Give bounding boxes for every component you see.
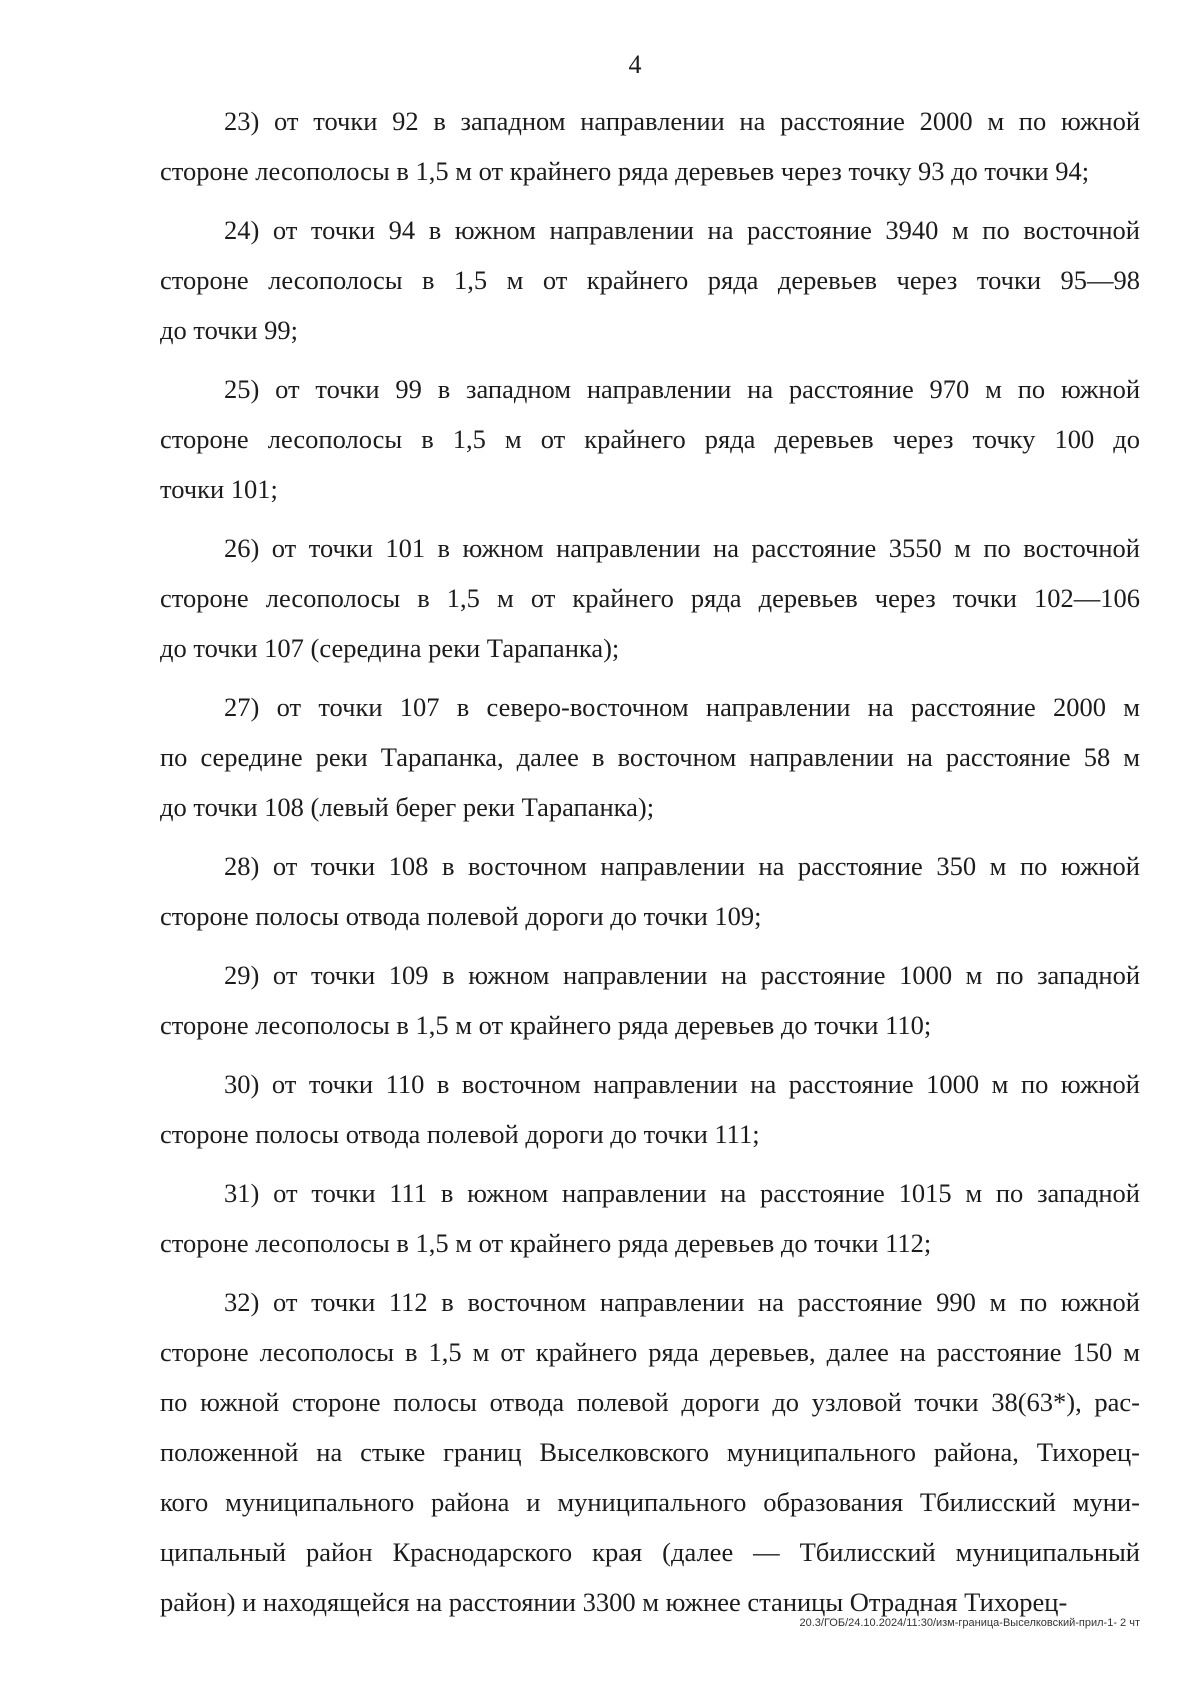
text-line: стороне лесополосы в 1,5 м от крайнего ряда деревьев через точки 102—106	[160, 583, 1140, 613]
text-line: 26) от точки 101 в южном направлении на расстояние 3550 м по восточной	[224, 533, 1140, 563]
text-line: район) и находящейся на расстоянии 3300 м южнее станицы Отрадная Тихорец-	[160, 1587, 1068, 1617]
paragraph-item	[160, 1168, 1140, 1268]
text-line: стороне лесополосы в 1,5 м от крайнего ряда деревьев через точку 93 до точки 94;	[160, 156, 1090, 186]
paragraph-item	[160, 364, 1140, 514]
text-line: по южной стороне полосы отвода полевой дороги до узловой точки 38(63*), рас-	[160, 1387, 1140, 1417]
paragraph-item	[160, 1059, 1140, 1159]
paragraph-item	[160, 841, 1140, 941]
text-line: стороне полосы отвода полевой дороги до точки 109;	[160, 901, 762, 931]
text-line: стороне лесополосы в 1,5 м от крайнего ряда деревьев, далее на расстояние 150 м	[160, 1337, 1140, 1367]
text-line: стороне лесополосы в 1,5 м от крайнего ряда деревьев до точки 112;	[160, 1228, 932, 1258]
text-line: положенной на стыке границ Выселковского муниципального района, Тихорец-	[160, 1437, 1140, 1467]
paragraph-item	[160, 682, 1140, 832]
page-number: 4	[628, 50, 642, 79]
text-line: по середине реки Тарапанка, далее в восточном направлении на расстояние 58 м	[160, 742, 1140, 772]
document-body	[160, 96, 1140, 1636]
paragraph-item	[160, 96, 1140, 196]
text-line: стороне лесополосы в 1,5 м от крайнего ряда деревьев через точки 95—98	[160, 265, 1140, 295]
text-line: 32) от точки 112 в восточном направлении на расстояние 990 м по южной	[224, 1287, 1140, 1317]
paragraph-item	[160, 205, 1140, 355]
text-line: ципальный район Краснодарского края (далее — Тбилисский муниципальный	[160, 1537, 1140, 1567]
text-line: точки 101;	[160, 474, 278, 504]
text-line: стороне полосы отвода полевой дороги до точки 111;	[160, 1119, 760, 1149]
text-line: 31) от точки 111 в южном направлении на расстояние 1015 м по западной	[224, 1178, 1140, 1208]
text-line: до точки 108 (левый берег реки Тарапанка);	[160, 792, 655, 822]
text-line: стороне лесополосы в 1,5 м от крайнего ряда деревьев до точки 110;	[160, 1010, 932, 1040]
paragraph-item	[160, 950, 1140, 1050]
text-line: до точки 107 (середина реки Тарапанка);	[160, 633, 620, 663]
text-line: 24) от точки 94 в южном направлении на расстояние 3940 м по восточной	[224, 215, 1140, 245]
paragraph-item	[160, 1277, 1140, 1627]
text-line: 28) от точки 108 в восточном направлении на расстояние 350 м по южной	[224, 851, 1140, 881]
text-line: 27) от точки 107 в северо-восточном направлении на расстояние 2000 м	[224, 692, 1140, 722]
text-line: 23) от точки 92 в западном направлении на расстояние 2000 м по южной	[224, 106, 1140, 136]
text-line: до точки 99;	[160, 315, 299, 345]
document-footer-code: 20.3/ГОБ/24.10.2024/11:30/изм-граница-Выселковский-прил-1- 2 чт	[799, 1617, 1140, 1629]
text-line: стороне лесополосы в 1,5 м от крайнего ряда деревьев через точку 100 до	[160, 424, 1140, 454]
text-line: 29) от точки 109 в южном направлении на расстояние 1000 м по западной	[224, 960, 1140, 990]
text-line: кого муниципального района и муниципального образования Тбилисский муни-	[160, 1487, 1140, 1517]
text-line: 30) от точки 110 в восточном направлении на расстояние 1000 м по южной	[224, 1069, 1140, 1099]
paragraph-item	[160, 523, 1140, 673]
text-line: 25) от точки 99 в западном направлении на расстояние 970 м по южной	[224, 374, 1140, 404]
